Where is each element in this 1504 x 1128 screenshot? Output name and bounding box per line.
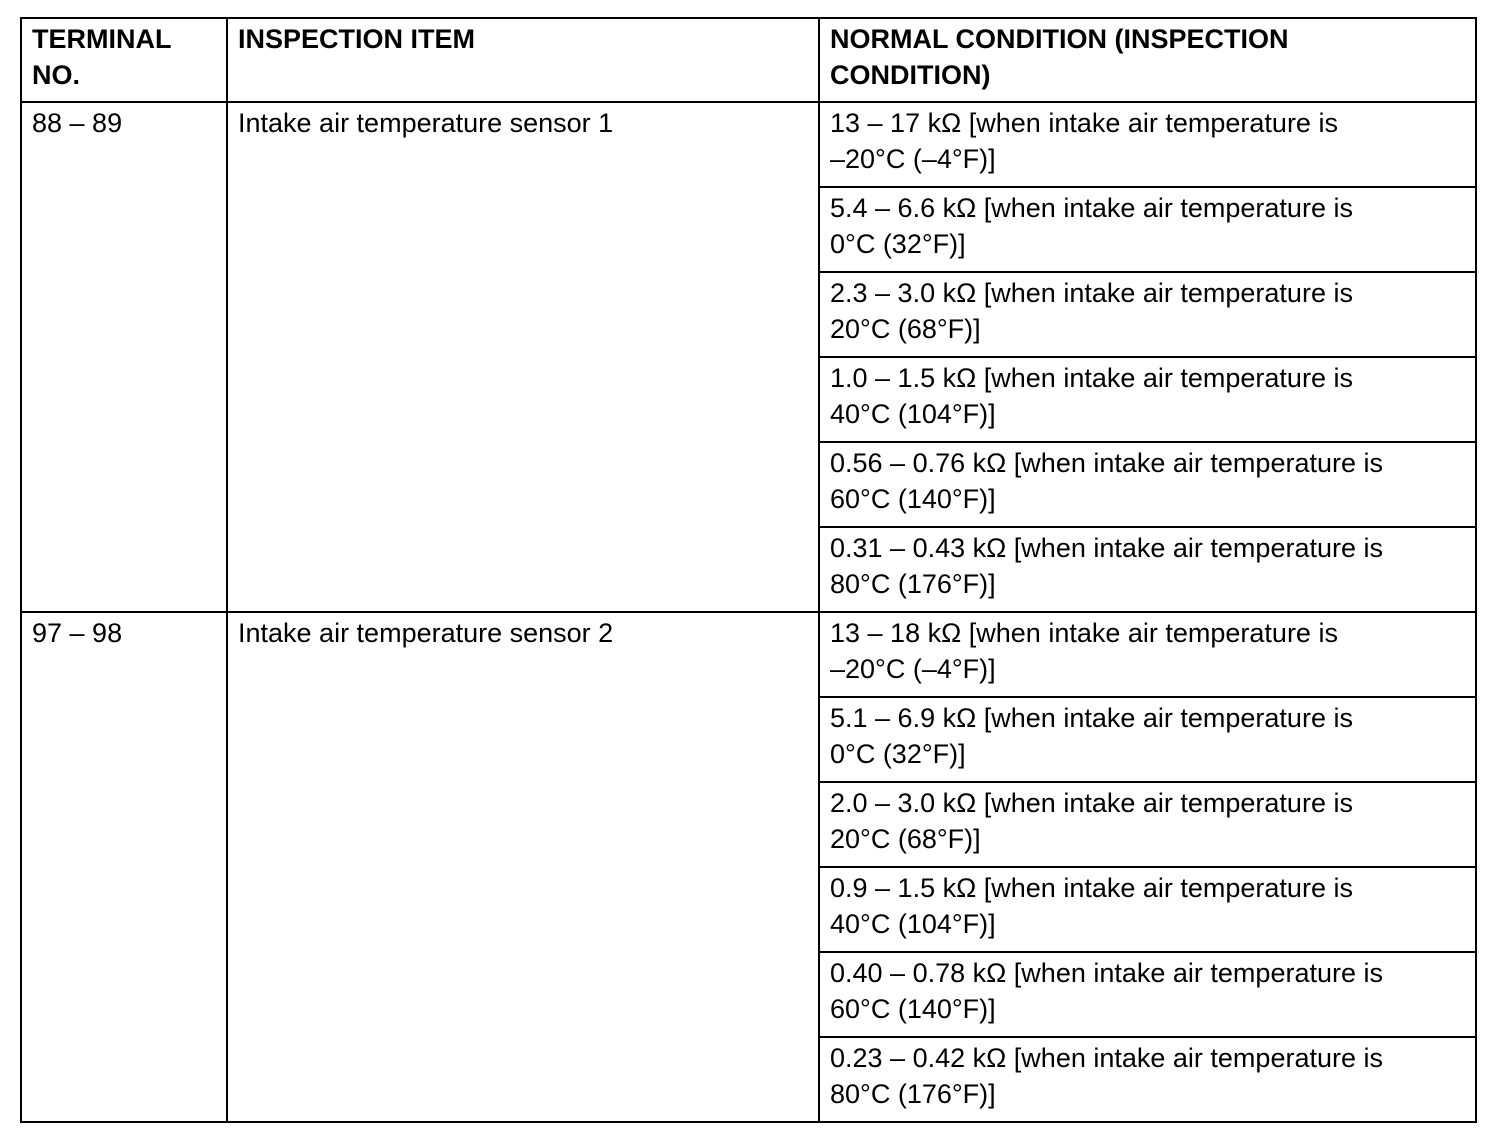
normal-condition-cell	[819, 697, 1476, 782]
normal-condition-cell	[819, 187, 1476, 272]
normal-condition-cell	[819, 1037, 1476, 1122]
terminal-no-cell: 88 – 89	[21, 102, 227, 612]
inspection-item-cell: Intake air temperature sensor 2	[227, 612, 819, 1122]
condition-line: 2.3 – 3.0 kΩ [when intake air temperature is	[830, 278, 1353, 308]
header-normal-condition	[819, 18, 1476, 102]
table-row	[21, 102, 1476, 187]
normal-condition-cell	[819, 612, 1476, 697]
condition-line: 2.0 – 3.0 kΩ [when intake air temperature is	[830, 788, 1353, 818]
condition-line: 5.1 – 6.9 kΩ [when intake air temperature is	[830, 703, 1353, 733]
condition-line: 20°C (68°F)]	[830, 314, 981, 344]
condition-line: 0°C (32°F)]	[830, 229, 966, 259]
inspection-item-cell: Intake air temperature sensor 1	[227, 102, 819, 612]
condition-line: –20°C (–4°F)]	[830, 144, 996, 174]
table-body	[21, 102, 1476, 1122]
normal-condition-cell	[819, 952, 1476, 1037]
condition-line: 40°C (104°F)]	[830, 909, 996, 939]
condition-line: 80°C (176°F)]	[830, 1079, 996, 1109]
condition-line: 0.31 – 0.43 kΩ [when intake air temperature is	[830, 533, 1383, 563]
normal-condition-cell	[819, 867, 1476, 952]
table-row	[21, 612, 1476, 697]
condition-line: 0.23 – 0.42 kΩ [when intake air temperature is	[830, 1043, 1383, 1073]
header-row	[21, 18, 1476, 102]
inspection-table	[20, 17, 1477, 1123]
condition-line: 5.4 – 6.6 kΩ [when intake air temperature is	[830, 193, 1353, 223]
normal-condition-cell	[819, 357, 1476, 442]
condition-line: 0.56 – 0.76 kΩ [when intake air temperature is	[830, 448, 1383, 478]
header-terminal-line-1: TERMINAL	[32, 24, 172, 54]
normal-condition-cell	[819, 527, 1476, 612]
normal-condition-cell	[819, 102, 1476, 187]
condition-line: 80°C (176°F)]	[830, 569, 996, 599]
terminal-no-cell: 97 – 98	[21, 612, 227, 1122]
condition-line: 13 – 17 kΩ [when intake air temperature is	[830, 108, 1338, 138]
condition-line: 0°C (32°F)]	[830, 739, 966, 769]
normal-condition-cell	[819, 782, 1476, 867]
header-terminal-line-2: NO.	[32, 60, 81, 90]
condition-line: 1.0 – 1.5 kΩ [when intake air temperature is	[830, 363, 1353, 393]
condition-line: 0.9 – 1.5 kΩ [when intake air temperature is	[830, 873, 1353, 903]
normal-condition-cell	[819, 442, 1476, 527]
condition-line: 0.40 – 0.78 kΩ [when intake air temperature is	[830, 958, 1383, 988]
header-terminal-no	[21, 18, 227, 102]
condition-line: 13 – 18 kΩ [when intake air temperature is	[830, 618, 1338, 648]
condition-line: 20°C (68°F)]	[830, 824, 981, 854]
condition-line: 40°C (104°F)]	[830, 399, 996, 429]
condition-line: 60°C (140°F)]	[830, 484, 996, 514]
header-inspection-item: INSPECTION ITEM	[227, 18, 819, 102]
condition-line: 60°C (140°F)]	[830, 994, 996, 1024]
header-condition-line-1: NORMAL CONDITION (INSPECTION	[830, 24, 1289, 54]
normal-condition-cell	[819, 272, 1476, 357]
header-condition-line-2: CONDITION)	[830, 60, 991, 90]
condition-line: –20°C (–4°F)]	[830, 654, 996, 684]
